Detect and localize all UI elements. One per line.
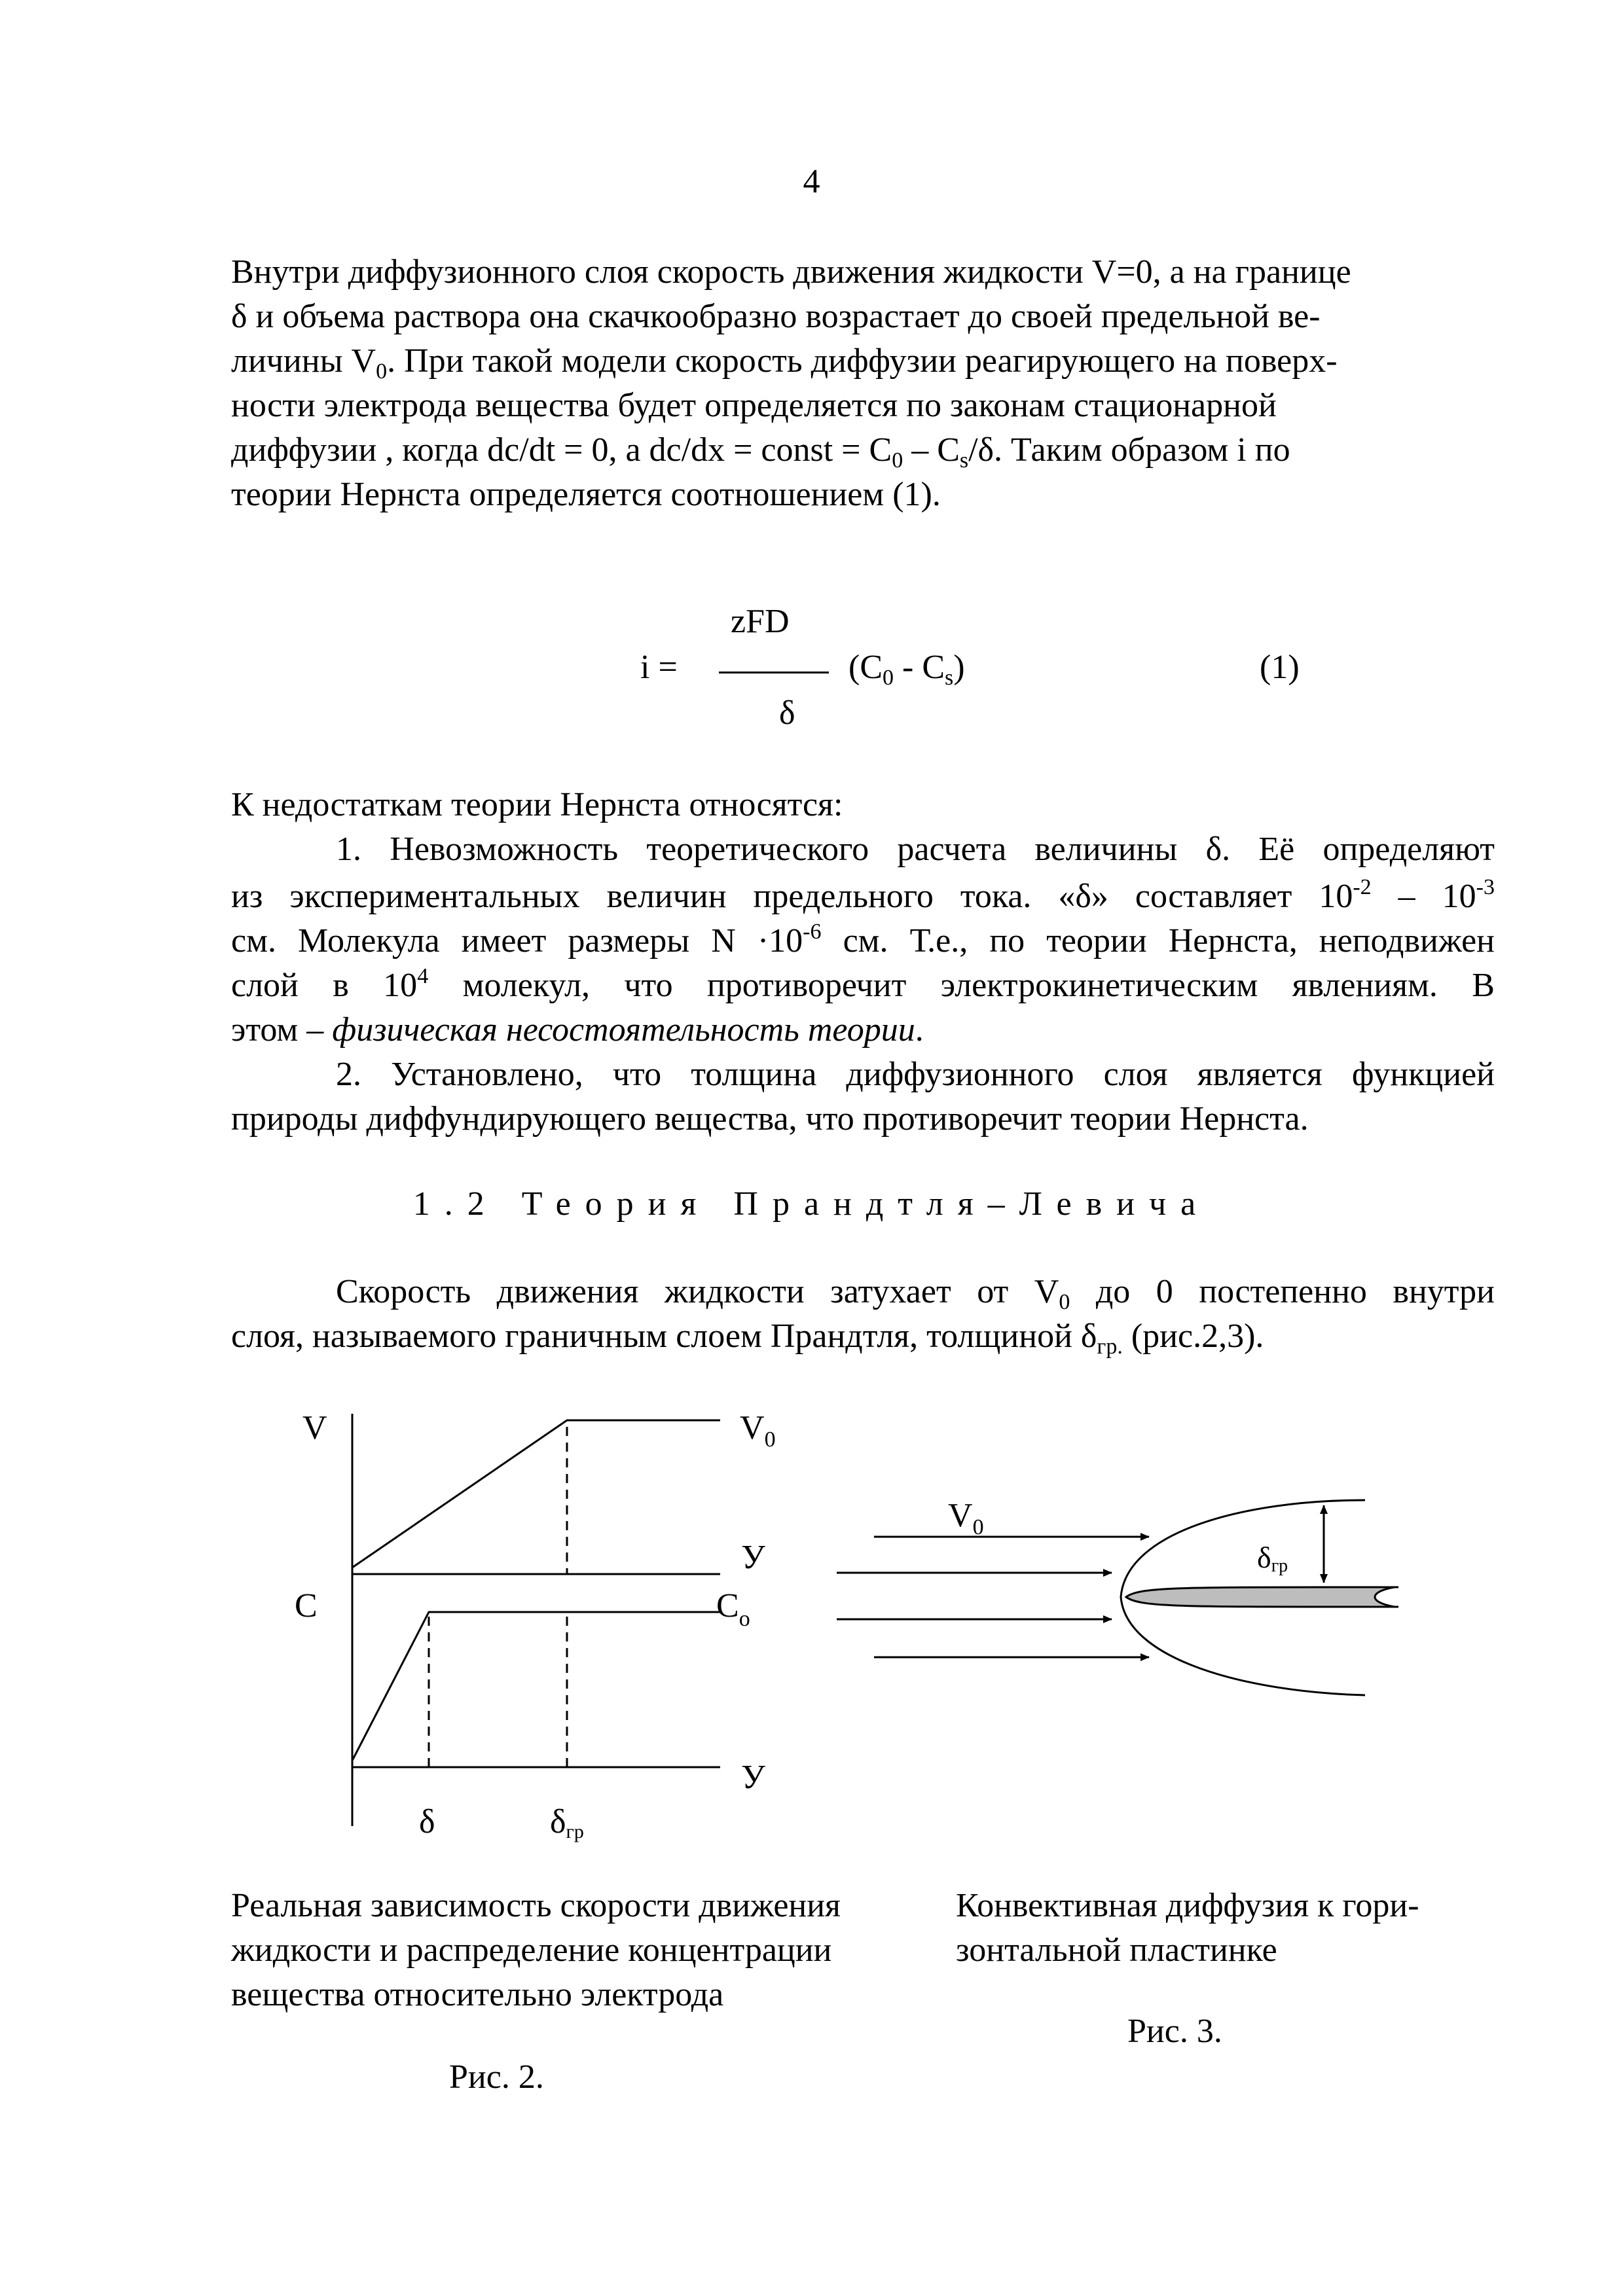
drawbacks-heading: К недостаткам теории Нернста относятся: (231, 786, 843, 823)
fig2-label-v0: $V_0$ (740, 1409, 776, 1452)
fig2-label: Рис. 2. (449, 2058, 544, 2096)
fig2-label-c: С (295, 1587, 318, 1624)
drawback-1-line-1: 1. Невозможность теоретического расчета величины δ. Её определяют (336, 831, 1495, 868)
fig2-label-c0: $C_o$ (716, 1587, 750, 1631)
formula-number: (1) (1260, 649, 1300, 686)
fig3-label-delta-gr: δгр (1257, 1541, 1288, 1576)
page-number: 4 (803, 163, 820, 200)
formula-denominator: δ (779, 694, 795, 732)
fig2-label-delta-gr: δгр (550, 1803, 584, 1842)
figure-3 (837, 1500, 1398, 1695)
drawback-1-line-3: см. Молекула имеет размеры $N \cdot 10^{-6}$ см. Т.е., по теории Нернста, неподвижен (231, 920, 1495, 960)
section-title: 1.2 Теория Прандтля–Левича (412, 1185, 1211, 1223)
drawback-1-line-4: слой в $10^4$ молекул, что противоречит электрокинетическим явлениям. В (231, 964, 1495, 1004)
formula-numerator: zFD (731, 603, 790, 640)
formula-rhs: $(C_0 - C_s)$ (848, 649, 965, 690)
figure-2-labels (295, 1409, 776, 1842)
fig3-caption-line-2: зонтальной пластинке (956, 1931, 1277, 1969)
drawback-2-line-1: 2. Установлено, что толщина диффузионного слоя является функцией (336, 1056, 1495, 1093)
fig2-caption-line-1: Реальная зависимость скорости движения (231, 1887, 841, 1924)
fig2-label-delta: δ (419, 1803, 435, 1840)
fig3-caption (956, 1884, 1419, 1973)
fig2-caption-line-3: вещества относительно электрода (231, 1976, 724, 2013)
intro-line-6: теории Нернста определяется соотношением (1). (231, 476, 941, 513)
drawback-2-line-2: природы диффундирующего вещества, что противоречит теории Нернста. (231, 1100, 1309, 1138)
formula-lhs: i = (640, 649, 678, 686)
intro-line-2: δ и объема раствора она скачкообразно возрастает до своей предельной ве- (231, 298, 1321, 335)
fig2-concentration-profile (352, 1612, 720, 1761)
fig2-label-y-bottom: У (741, 1759, 765, 1796)
prandtl-line-2: слоя, называемого граничным слоем Прандтля, толщиной $\delta_{гр.}$ (рис.2,3). (231, 1318, 1264, 1359)
intro-line-5: диффузии , когда dc/dt = 0, а dc/dx = const = $C_0 - C_s/\delta$. Таким образом i по (231, 431, 1290, 473)
intro-line-1: Внутри диффузионного слоя скорость движения жидкости V=0, а на границе (231, 253, 1351, 291)
fig2-caption-line-2: жидкости и распределение концентрации (231, 1931, 832, 1969)
intro-line-4: ности электрода вещества будет определяется по законам стационарной (231, 387, 1277, 424)
fig3-label-v0: $V_0$ (948, 1497, 984, 1539)
drawback-1-line-5: этом – физическая несостоятельность теории. (231, 1011, 924, 1049)
fig2-velocity-profile (352, 1420, 720, 1568)
drawback-1-line-2: из экспериментальных величин предельного тока. «δ» составляет $10^{-2} - 10^{-3}$ (231, 875, 1495, 915)
prandtl-line-1: Скорость движения жидкости затухает от $V_0$ до 0 постепенно внутри (336, 1273, 1495, 1314)
fig2-label-y-top: У (741, 1539, 765, 1576)
figure-2 (352, 1414, 720, 1826)
fig3-caption-line-1: Конвективная диффузия к гори- (956, 1887, 1419, 1924)
fig2-label-v: V (302, 1409, 327, 1446)
fig2-caption (231, 1884, 841, 2017)
intro-line-3: личины $V_0$. При такой модели скорость диффузии реагирующего на поверх- (231, 342, 1338, 384)
fig3-label: Рис. 3. (1127, 2013, 1222, 2050)
plate (1126, 1587, 1395, 1607)
